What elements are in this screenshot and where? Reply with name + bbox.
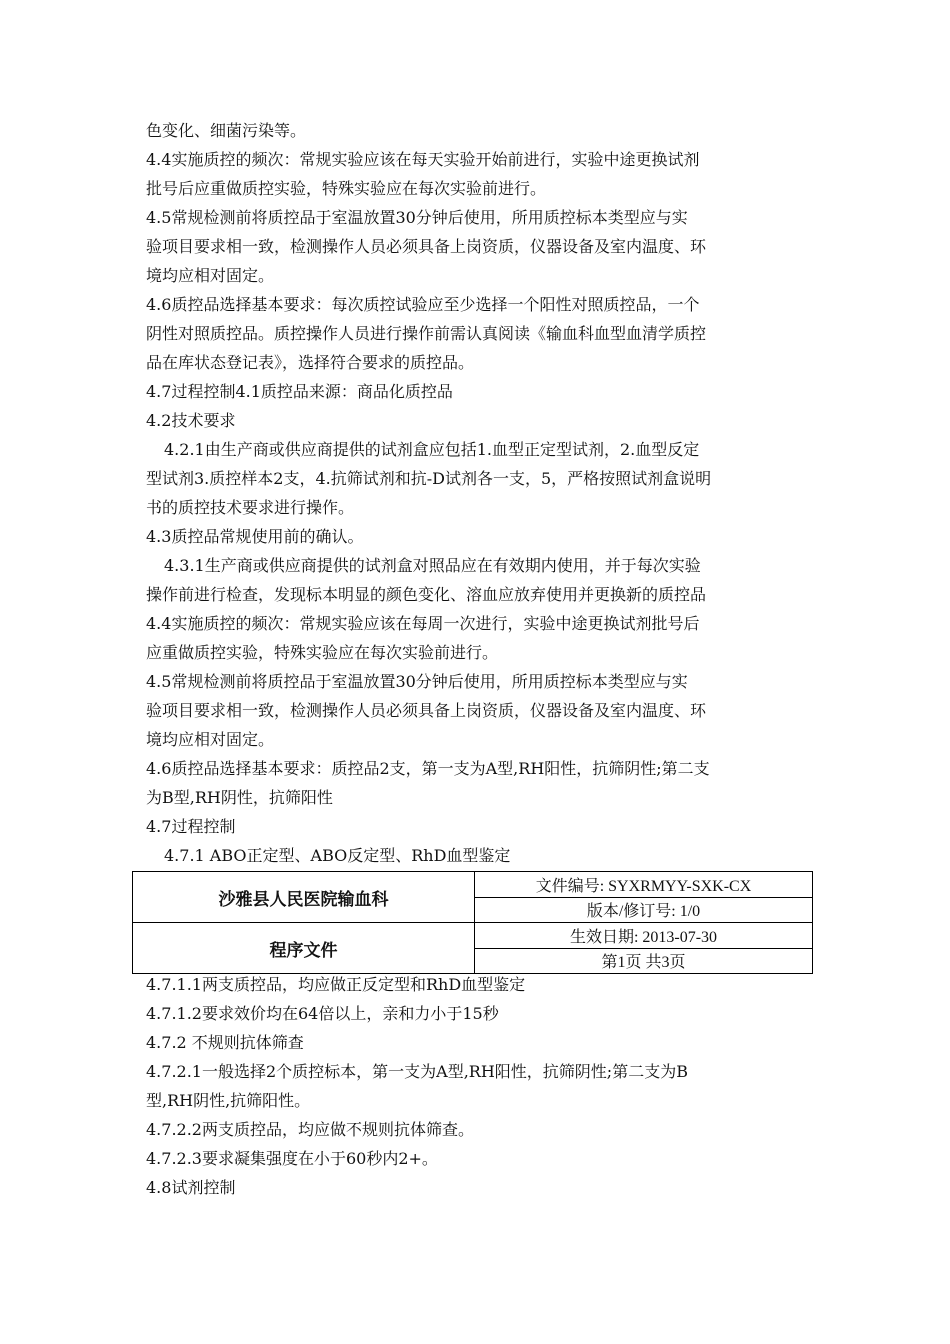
body-line: 4.6质控品选择基本要求：质控品2支，第一支为A型,RH阳性，抗筛阴性;第二支 [146,759,710,778]
body-line: 为B型,RH阴性，抗筛阳性 [146,788,333,807]
document-type: 程序文件 [133,923,475,974]
body-line: 阴性对照质控品。质控操作人员进行操作前需认真阅读《输血科血型血清学质控 [146,324,707,343]
body-line: 4.7.1.2要求效价均在64倍以上，亲和力小于15秒 [146,1004,499,1023]
body-line: 操作前进行检查，发现标本明显的颜色变化、溶血应放弃使用并更换新的质控品 [146,585,707,604]
body-line: 应重做质控实验，特殊实验应在每次实验前进行。 [146,643,499,662]
body-line: 品在库状态登记表》，选择符合要求的质控品。 [146,353,475,372]
body-line: 验项目要求相一致，检测操作人员必须具备上岗资质，仪器设备及室内温度、环 [146,237,707,256]
body-line: 4.7过程控制4.1质控品来源：商品化质控品 [146,382,453,401]
document-header-table [132,871,813,974]
document-number: 文件编号: SYXRMYY-SXK-CX [475,872,813,898]
body-line: 型试剂3.质控样本2支，4.抗筛试剂和抗-D试剂各一支，5，严格按照试剂盒说明 [146,469,712,488]
body-line: 批号后应重做质控实验，特殊实验应在每次实验前进行。 [146,179,547,198]
page-info: 第1页 共3页 [475,948,813,974]
body-line: 境均应相对固定。 [146,266,275,285]
version-number: 版本/修订号: 1/0 [475,897,813,923]
body-line: 4.7.1 ABO正定型、ABO反定型、RhD血型鉴定 [164,846,511,865]
body-line: 4.2.1由生产商或供应商提供的试剂盒应包括1.血型正定型试剂，2.血型反定 [164,440,700,459]
body-line: 色变化、细菌污染等。 [146,121,307,140]
effective-date: 生效日期: 2013-07-30 [475,923,813,949]
body-line: 书的质控技术要求进行操作。 [146,498,355,517]
body-line: 4.8试剂控制 [146,1178,236,1197]
hospital-name: 沙雅县人民医院输血科 [133,872,475,923]
body-line: 4.6质控品选择基本要求：每次质控试验应至少选择一个阳性对照质控品，一个 [146,295,700,314]
body-line: 4.5常规检测前将质控品于室温放置30分钟后使用，所用质控标本类型应与实 [146,672,688,691]
body-line: 验项目要求相一致，检测操作人员必须具备上岗资质，仪器设备及室内温度、环 [146,701,707,720]
body-line: 4.7.1.1两支质控品，均应做正反定型和RhD血型鉴定 [146,975,526,994]
body-line: 境均应相对固定。 [146,730,275,749]
body-line: 4.3质控品常规使用前的确认。 [146,527,364,546]
body-line: 型,RH阴性,抗筛阳性。 [146,1091,311,1110]
body-line: 4.4实施质控的频次：常规实验应该在每天实验开始前进行，实验中途更换试剂 [146,150,700,169]
body-line: 4.7.2.1一般选择2个质控标本，第一支为A型,RH阳性，抗筛阴性;第二支为B [146,1062,688,1081]
body-line: 4.5常规检测前将质控品于室温放置30分钟后使用，所用质控标本类型应与实 [146,208,688,227]
body-line: 4.7.2.3要求凝集强度在小于60秒内2+。 [146,1149,438,1168]
body-line: 4.7.2.2两支质控品，均应做不规则抗体筛查。 [146,1120,474,1139]
body-line: 4.4实施质控的频次：常规实验应该在每周一次进行，实验中途更换试剂批号后 [146,614,700,633]
body-line: 4.3.1生产商或供应商提供的试剂盒对照品应在有效期内使用，并于每次实验 [164,556,701,575]
body-line: 4.2技术要求 [146,411,236,430]
body-line: 4.7过程控制 [146,817,236,836]
body-line: 4.7.2 不规则抗体筛查 [146,1033,304,1052]
